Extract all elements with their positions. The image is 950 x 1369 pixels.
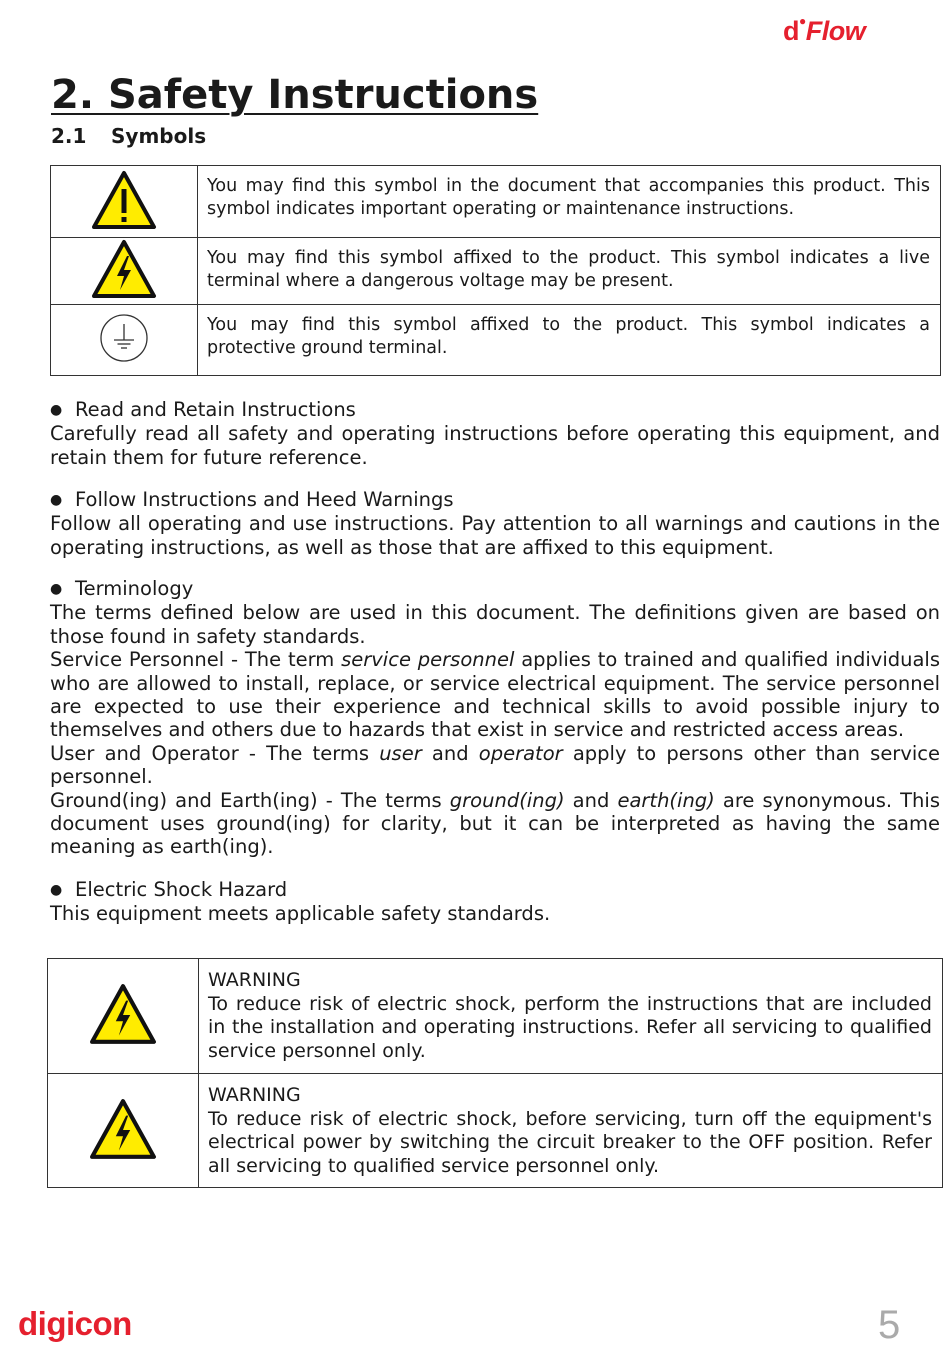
warning-text: To reduce risk of electric shock, before servicing, turn off the equipment's electrical power by switching the circuit breaker to the OFF position. Refer all servicing to qualified service personnel only. <box>208 1107 932 1177</box>
bullet-heading <box>50 577 940 601</box>
warning-title: WARNING <box>208 969 301 991</box>
paragraph: This equipment meets applicable safety standards. <box>50 902 551 926</box>
warning-icon-cell <box>48 959 199 1074</box>
logo-d: d <box>783 16 799 46</box>
bullet-heading <box>50 398 940 422</box>
warning-text: To reduce risk of electric shock, perform the instructions that are included in the installation and operating instructions. Refer all servicing to qualified service personnel only. <box>208 992 932 1062</box>
warning-text-cell <box>199 1074 943 1188</box>
subheading-number: 2.1 <box>51 124 87 148</box>
paragraph: Carefully read all safety and operating instructions before operating this equipment, and retain them for future reference. <box>50 422 940 469</box>
bullet-label: Read and Retain Instructions <box>75 398 356 421</box>
symbol-icon-cell <box>51 238 198 305</box>
symbol-description: You may find this symbol in the document that accompanies this product. This symbol indicates important operating or maintenance instructions. <box>198 166 941 238</box>
bullet-icon: ● <box>50 581 63 597</box>
symbol-icon-cell <box>51 305 198 376</box>
symbol-icon-cell <box>51 166 198 238</box>
definition-ground-earth: Ground(ing) and Earth(ing) - The terms ground(ing) and earth(ing) are synonymous. This document uses ground(ing) for clarity, but it can be interpreted as having the same meaning as earth(ing). <box>50 788 940 859</box>
symbol-row <box>51 305 941 376</box>
symbol-description: You may find this symbol affixed to the product. This symbol indicates a live terminal where a dangerous voltage may be present. <box>198 238 941 305</box>
symbol-row <box>51 238 941 305</box>
electric-shock-section <box>50 878 940 926</box>
read-retain-section <box>50 398 940 469</box>
follow-instructions-section <box>50 488 940 559</box>
symbols-table <box>50 165 941 376</box>
page-title: 2. Safety Instructions <box>51 72 539 118</box>
bullet-icon: ● <box>50 402 63 418</box>
high-voltage-icon <box>89 983 157 1045</box>
logo-flow: Flow <box>805 16 866 46</box>
high-voltage-icon <box>91 239 157 299</box>
bullet-heading <box>50 488 940 512</box>
warning-icon-cell <box>48 1074 199 1188</box>
bullet-label: Follow Instructions and Heed Warnings <box>75 488 454 511</box>
bullet-icon: ● <box>50 492 63 508</box>
protective-ground-icon <box>98 312 150 364</box>
subheading-title: Symbols <box>111 124 207 148</box>
warning-exclamation-icon <box>91 170 157 230</box>
section-subheading <box>51 124 206 148</box>
terminology-section <box>50 577 940 859</box>
bullet-icon: ● <box>50 882 63 898</box>
bullet-label: Terminology <box>75 577 194 600</box>
symbol-row <box>51 166 941 238</box>
digicon-logo: digicon <box>18 1305 132 1342</box>
logo-dot-icon: ● <box>799 14 806 28</box>
warnings-table <box>47 958 943 1188</box>
definition-service-personnel: Service Personnel - The term service personnel applies to trained and qualified individuals who are allowed to install, replace, or service electrical equipment. The service personnel are expected to use their experience and technical skills to avoid possible injury to themselves and others due to hazards that exist in service and restricted access areas. <box>50 648 941 742</box>
warning-title: WARNING <box>208 1084 301 1106</box>
page-number: 5 <box>878 1303 901 1347</box>
definition-user-operator: User and Operator - The terms user and operator apply to persons other than service personnel. <box>50 741 941 789</box>
high-voltage-icon <box>89 1098 157 1160</box>
symbol-description: You may find this symbol affixed to the product. This symbol indicates a protective ground terminal. <box>198 305 941 376</box>
bullet-heading <box>50 878 940 902</box>
dflow-logo <box>783 16 865 47</box>
bullet-label: Electric Shock Hazard <box>75 878 288 901</box>
paragraph: The terms defined below are used in this document. The definitions given are based on those found in safety standards. <box>50 601 940 648</box>
warning-row <box>48 1074 943 1188</box>
warning-text-cell <box>199 959 943 1074</box>
paragraph: Follow all operating and use instructions. Pay attention to all warnings and cautions in the operating instructions, as well as those that are affixed to this equipment. <box>50 512 940 559</box>
warning-row <box>48 959 943 1074</box>
